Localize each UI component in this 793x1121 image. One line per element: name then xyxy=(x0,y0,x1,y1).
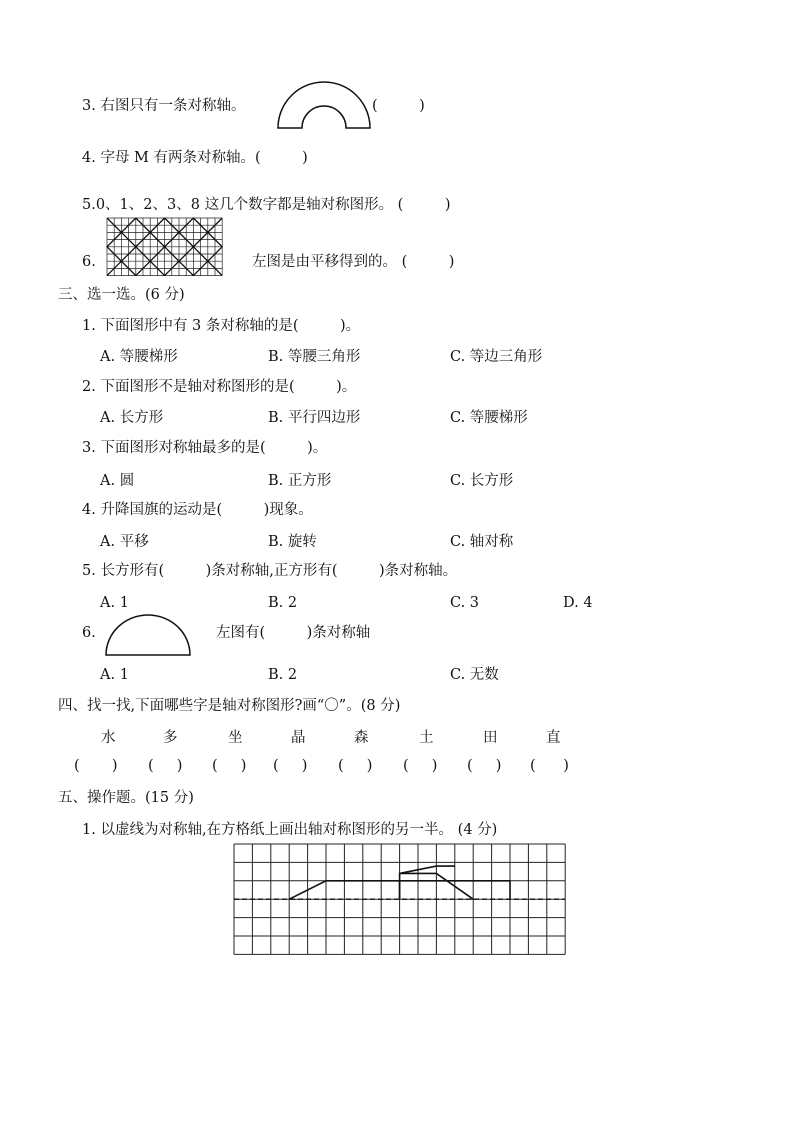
choose-q2-option-c[interactable]: C. 等腰梯形 xyxy=(450,410,528,426)
choose-q1-option-b[interactable]: B. 等腰三角形 xyxy=(268,349,361,365)
choose-q3-option-c[interactable]: C. 长方形 xyxy=(450,473,514,489)
choose-q4-option-c[interactable]: C. 轴对称 xyxy=(450,534,514,550)
choose-q5-option-c[interactable]: C. 3 xyxy=(450,595,480,611)
choose-q2-stem: 2. 下面图形不是轴对称图形的是( )。 xyxy=(82,379,357,395)
judge-q6-num: 6. xyxy=(82,254,96,270)
find-blank-1[interactable]: ( ) xyxy=(74,758,118,774)
find-char-4: 晶 xyxy=(291,730,306,746)
figure-half-outline xyxy=(400,866,455,899)
section-operate-heading: 五、操作题。(15 分) xyxy=(58,790,194,806)
translation-pattern-grid xyxy=(107,218,225,276)
choose-q5-option-d[interactable]: D. 4 xyxy=(563,595,593,611)
judge-q3-text: 3. 右图只有一条对称轴。 xyxy=(82,98,246,114)
choose-q5-option-b[interactable]: B. 2 xyxy=(268,595,298,611)
find-char-6: 土 xyxy=(419,730,434,746)
arch-figure xyxy=(276,80,376,140)
choose-q4-option-a[interactable]: A. 平移 xyxy=(100,534,149,550)
choose-q3-stem: 3. 下面图形对称轴最多的是( )。 xyxy=(82,440,328,456)
judge-q3-blank[interactable]: ( ) xyxy=(372,98,425,114)
choose-q6-stem: 左图有( )条对称轴 xyxy=(216,625,371,641)
judge-q5-text: 5.0、1、2、3、8 这几个数字都是轴对称图形。 ( ) xyxy=(82,197,451,213)
find-blank-4[interactable]: ( ) xyxy=(273,758,308,774)
find-char-5: 森 xyxy=(354,730,369,746)
find-char-7: 田 xyxy=(483,730,498,746)
choose-q3-option-a[interactable]: A. 圆 xyxy=(100,473,135,489)
judge-q4-text: 4. 字母 M 有两条对称轴。( ) xyxy=(82,150,308,166)
choose-q2-option-a[interactable]: A. 长方形 xyxy=(100,410,164,426)
find-blank-7[interactable]: ( ) xyxy=(467,758,502,774)
operate-q1-text: 1. 以虚线为对称轴,在方格纸上画出轴对称图形的另一半。 (4 分) xyxy=(82,822,498,838)
find-char-1: 水 xyxy=(101,730,116,746)
choose-q5-stem: 5. 长方形有( )条对称轴,正方形有( )条对称轴。 xyxy=(82,563,458,579)
choose-q3-option-b[interactable]: B. 正方形 xyxy=(268,473,332,489)
choose-q1-stem: 1. 下面图形中有 3 条对称轴的是( )。 xyxy=(82,318,361,334)
choose-q6-option-a[interactable]: A. 1 xyxy=(100,667,129,683)
judge-q6-text: 左图是由平移得到的。 ( ) xyxy=(252,254,455,270)
find-blank-2[interactable]: ( ) xyxy=(148,758,183,774)
section-find-heading: 四、找一找,下面哪些字是轴对称图形?画“〇”。(8 分) xyxy=(58,698,401,714)
find-char-2: 多 xyxy=(163,730,178,746)
choose-q4-option-b[interactable]: B. 旋转 xyxy=(268,534,317,550)
choose-q1-option-c[interactable]: C. 等边三角形 xyxy=(450,349,543,365)
section-choose-heading: 三、选一选。(6 分) xyxy=(58,287,185,303)
choose-q6-option-b[interactable]: B. 2 xyxy=(268,667,298,683)
choose-q6-num: 6. xyxy=(82,625,96,641)
find-char-8: 直 xyxy=(546,730,561,746)
choose-q4-stem: 4. 升降国旗的运动是( )现象。 xyxy=(82,502,313,518)
choose-q5-option-a[interactable]: A. 1 xyxy=(100,595,129,611)
choose-q1-option-a[interactable]: A. 等腰梯形 xyxy=(100,349,178,365)
symmetry-drawing-grid[interactable] xyxy=(234,844,564,964)
choose-q6-option-c[interactable]: C. 无数 xyxy=(450,667,499,683)
choose-q2-option-b[interactable]: B. 平行四边形 xyxy=(268,410,361,426)
find-blank-5[interactable]: ( ) xyxy=(338,758,373,774)
find-blank-8[interactable]: ( ) xyxy=(530,758,569,774)
semicircle-figure xyxy=(104,614,194,656)
find-char-3: 坐 xyxy=(228,730,243,746)
find-blank-6[interactable]: ( ) xyxy=(403,758,438,774)
find-blank-3[interactable]: ( ) xyxy=(212,758,247,774)
